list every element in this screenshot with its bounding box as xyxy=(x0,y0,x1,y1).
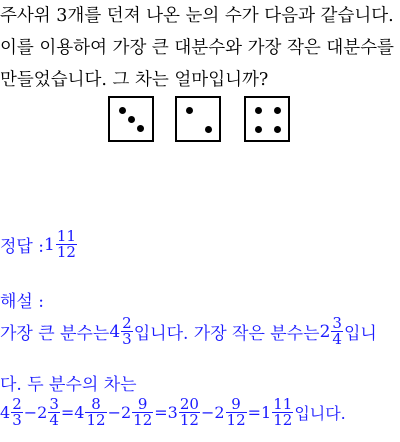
result-numerator: 11 xyxy=(273,395,293,413)
term-5-numerator: 20 xyxy=(179,395,199,413)
small-fraction-whole: 2 xyxy=(319,321,331,342)
answer-whole: 1 xyxy=(43,234,55,255)
answer-fraction xyxy=(56,229,77,260)
term-4-numerator: 9 xyxy=(137,395,148,413)
term-2-denominator: 4 xyxy=(49,411,59,429)
explanation-label: 해설 : xyxy=(0,292,44,312)
term-6-numerator: 9 xyxy=(231,395,241,413)
die-pip xyxy=(205,126,212,133)
term-1-denominator: 3 xyxy=(12,411,22,429)
answer-denominator: 12 xyxy=(56,243,76,261)
term-6-denominator: 12 xyxy=(226,411,246,429)
die-pip xyxy=(274,126,281,133)
result-fraction xyxy=(272,397,293,428)
term-1-fraction xyxy=(11,397,23,428)
explanation-text-b: 입니다. 가장 작은 분수는 xyxy=(133,324,320,344)
minus-sign: − xyxy=(23,403,38,422)
term-4-whole: 2 xyxy=(120,403,132,422)
term-6-fraction xyxy=(226,397,247,428)
result-whole: 1 xyxy=(261,403,272,422)
big-fraction-denominator: 3 xyxy=(122,330,132,348)
calculation-line xyxy=(0,397,346,428)
die-two xyxy=(175,96,221,142)
question-line-2: 이를 이용하여 가장 큰 대분수와 가장 작은 대분수를 xyxy=(0,38,394,58)
die-pip xyxy=(255,126,262,133)
term-6-whole: 2 xyxy=(214,403,225,422)
minus-sign: − xyxy=(200,403,215,422)
term-2-whole: 2 xyxy=(37,403,48,422)
explanation-line-1 xyxy=(0,316,377,347)
big-fraction-whole: 4 xyxy=(109,321,121,342)
calculation-tail: 입니다. xyxy=(294,404,346,423)
small-fraction-denominator: 4 xyxy=(332,330,342,348)
term-1-numerator: 2 xyxy=(12,395,22,413)
minus-sign: − xyxy=(107,403,121,422)
answer-row xyxy=(0,229,78,260)
term-3-whole: 4 xyxy=(74,403,85,422)
die-four xyxy=(244,96,290,142)
small-fraction-numerator: 3 xyxy=(332,314,342,332)
term-5-whole: 3 xyxy=(167,403,178,422)
question-line-1: 주사위 3개를 던져 나온 눈의 수가 다음과 같습니다. xyxy=(0,6,394,26)
result-denominator: 12 xyxy=(273,411,293,429)
equals-sign: = xyxy=(60,403,75,422)
die-pip xyxy=(119,107,126,114)
answer-numerator: 11 xyxy=(56,227,76,245)
die-three xyxy=(108,96,154,142)
term-3-denominator: 12 xyxy=(86,411,106,429)
term-3-fraction xyxy=(85,397,106,428)
explanation-text-c: 입니 xyxy=(343,324,377,344)
small-fraction xyxy=(331,316,343,347)
explanation-text-a: 가장 큰 분수는 xyxy=(0,324,110,344)
term-2-fraction xyxy=(48,397,60,428)
term-4-fraction xyxy=(132,397,153,428)
die-pip xyxy=(255,107,262,114)
term-5-fraction xyxy=(179,397,200,428)
big-fraction xyxy=(121,316,133,347)
explanation-line-2: 다. 두 분수의 차는 xyxy=(0,375,137,395)
term-4-denominator: 12 xyxy=(133,411,153,429)
term-2-numerator: 3 xyxy=(49,395,59,413)
equals-sign: = xyxy=(154,403,168,422)
answer-label: 정답 : xyxy=(0,237,44,257)
die-pip xyxy=(137,125,144,132)
equals-sign: = xyxy=(247,403,262,422)
big-fraction-numerator: 2 xyxy=(122,314,132,332)
die-pip xyxy=(186,107,193,114)
term-1-whole: 4 xyxy=(0,403,11,422)
die-pip xyxy=(274,107,281,114)
term-3-numerator: 8 xyxy=(91,395,101,413)
question-line-3: 만들었습니다. 그 차는 얼마입니까? xyxy=(0,70,269,90)
die-pip xyxy=(128,116,135,123)
term-5-denominator: 12 xyxy=(179,411,199,429)
